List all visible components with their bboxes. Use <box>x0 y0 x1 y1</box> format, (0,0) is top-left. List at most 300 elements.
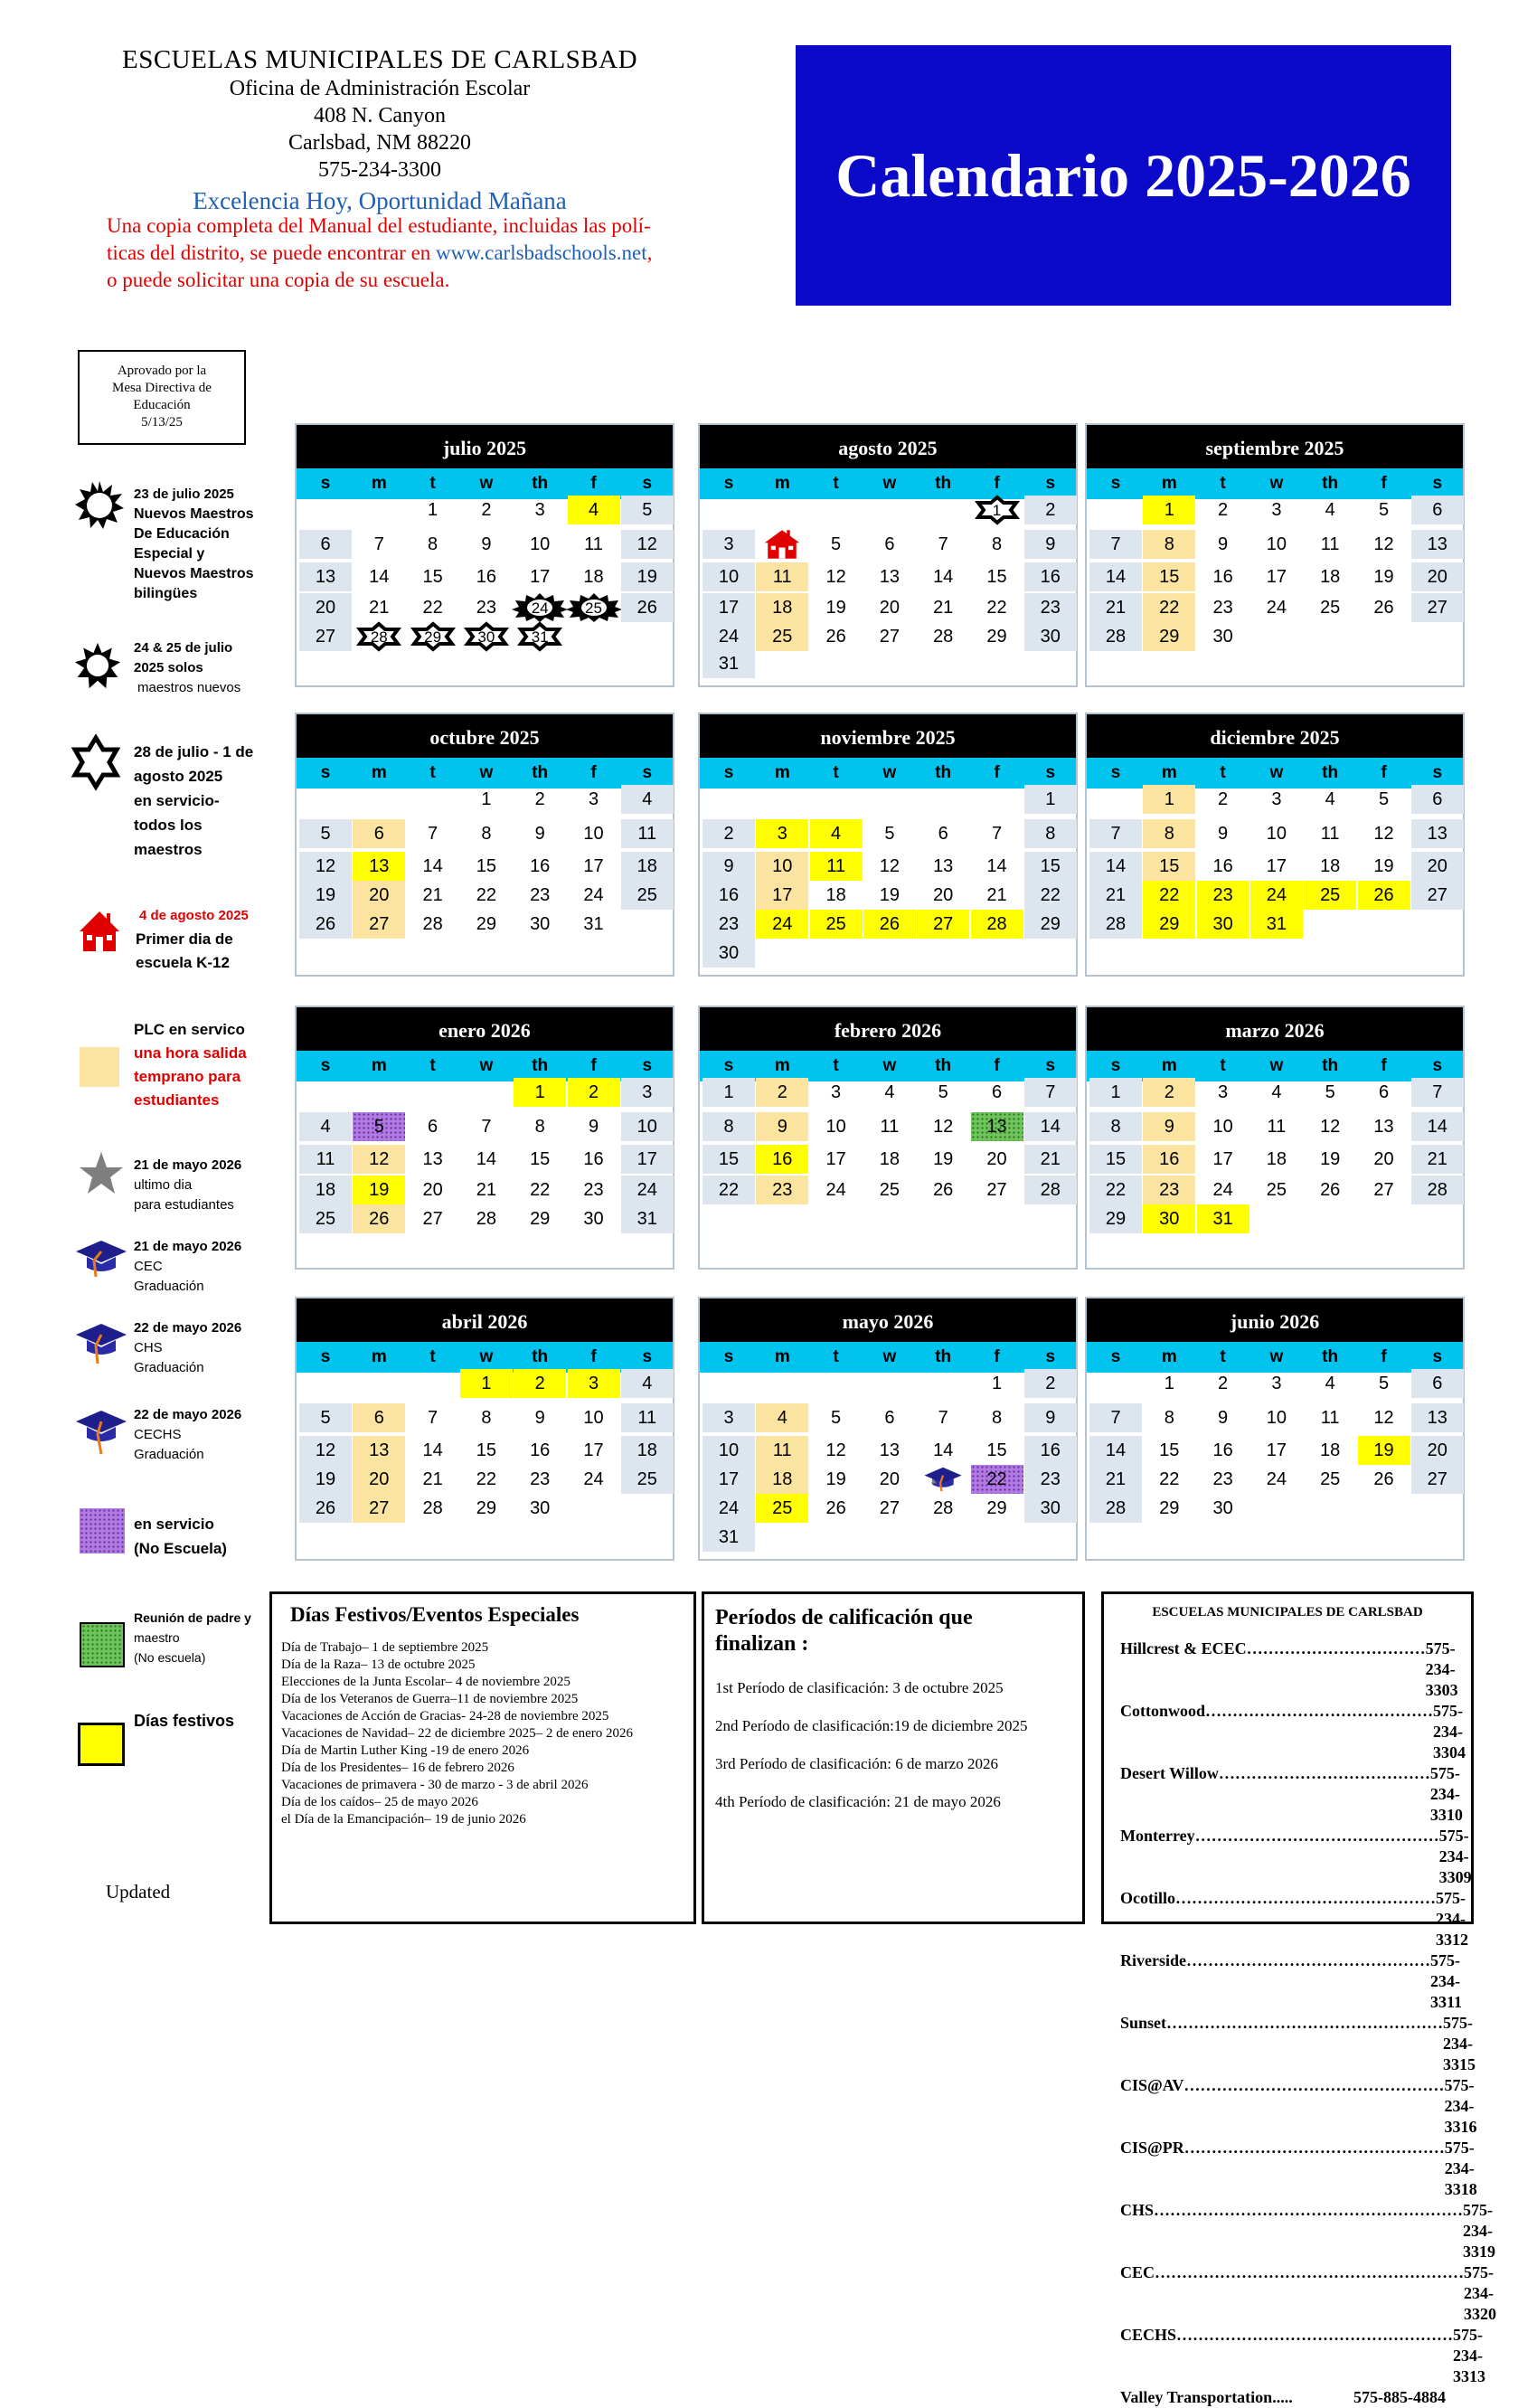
weekday-label: s <box>642 474 653 493</box>
grading-list <box>704 1679 1082 1811</box>
weekday-label: s <box>1432 474 1443 493</box>
notice-line-1: Una copia completa del Manual del estudiante, incluidas las polí- <box>107 214 651 237</box>
calendar-day: 19 <box>299 881 352 910</box>
calendar-day: 12 <box>353 1145 405 1174</box>
legend-text: en servicio- <box>134 792 220 809</box>
calendar-day: 2 <box>1218 789 1229 809</box>
calendar-day: 5 <box>1378 789 1390 809</box>
legend-inservice-no-school <box>134 1512 227 1561</box>
calendar-day: 11 <box>880 1117 900 1137</box>
calendar-day: 9 <box>1218 824 1229 844</box>
calendar-day: 11 <box>756 1436 808 1465</box>
legend-text: 22 de mayo 2026 <box>134 1320 242 1336</box>
month-name: marzo 2026 <box>1087 1007 1463 1053</box>
calendar-day: 7 <box>1089 530 1142 559</box>
school-row <box>1120 2387 1471 2408</box>
legend-text: Graduación <box>134 1447 204 1462</box>
calendar-day: 14 <box>422 856 443 876</box>
holiday-item: el Día de la Emancipación– 19 de junio 2026 <box>281 1812 526 1827</box>
school-house-icon <box>763 528 801 561</box>
calendar-day: 15 <box>476 1440 497 1460</box>
grading-title <box>715 1605 1082 1657</box>
weekday-label: m <box>371 1347 387 1366</box>
school-name: Desert Willow………………………………… <box>1120 1764 1430 1782</box>
calendar-day: 4 <box>1325 500 1335 520</box>
weekday-label: s <box>642 763 653 782</box>
calendar-day: 5 <box>884 824 895 844</box>
month-name: mayo 2026 <box>700 1298 1076 1344</box>
calendar-day: 18 <box>621 1436 674 1465</box>
calendar-day: 30 <box>460 622 513 651</box>
calendar-day: 17 <box>702 1465 755 1494</box>
weekday-header <box>297 1051 673 1081</box>
calendar-day: 2 <box>534 789 545 809</box>
calendar-day: 18 <box>1266 1149 1287 1169</box>
calendar-day: 3 <box>831 1082 842 1102</box>
legend-first-day <box>136 904 249 975</box>
calendar-day: 19 <box>1358 1436 1410 1465</box>
holidays-title: Días Festivos/Eventos Especiales <box>290 1603 580 1626</box>
calendar-day: 18 <box>1320 1440 1341 1460</box>
calendar-day: 7 <box>1089 819 1142 848</box>
school-name: CEC………………………………………………… <box>1120 2263 1465 2281</box>
weekday-label: m <box>774 1347 790 1366</box>
calendar-day: 26 <box>933 1180 954 1200</box>
graduation-cap-icon-cechs <box>74 1407 128 1458</box>
calendar-day: 21 <box>986 885 1007 905</box>
calendar-day: 3 <box>568 1369 620 1398</box>
school-name: Ocotillo………………………………………… <box>1120 1889 1436 1907</box>
calendar-day: 6 <box>428 1117 438 1137</box>
calendar-day: 20 <box>986 1149 1007 1169</box>
month-9 <box>1085 1006 1465 1270</box>
calendar-day: 1 <box>514 1078 566 1107</box>
calendar-day: 8 <box>1143 819 1195 848</box>
calendar-day: 23 <box>756 1176 808 1204</box>
calendar-day: 2 <box>568 1078 620 1107</box>
weekday-label: m <box>1161 763 1177 782</box>
calendar-day: 22 <box>986 598 1007 618</box>
calendar-day: 13 <box>971 1112 1023 1141</box>
calendar-day: 16 <box>583 1149 604 1169</box>
calendar-day: 22 <box>476 1469 497 1489</box>
calendar-day: 5 <box>1378 500 1390 520</box>
calendar-day: 20 <box>1373 1149 1394 1169</box>
school-name: CHS………………………………………………… <box>1120 2201 1464 2219</box>
calendar-day: 8 <box>1089 1112 1142 1141</box>
calendar-day: 27 <box>422 1209 443 1229</box>
legend-text: temprano para <box>134 1068 241 1085</box>
calendar-day: 23 <box>1024 1465 1077 1494</box>
calendar-day: 17 <box>1266 856 1287 876</box>
calendar-day: 4 <box>884 1082 895 1102</box>
calendar-day: 15 <box>1159 1440 1180 1460</box>
grading-period-item: 4th Período de clasificación: 21 de mayo 2026 <box>715 1793 1001 1810</box>
calendar-day: 23 <box>1024 593 1077 622</box>
weekday-label: th <box>1322 474 1339 493</box>
calendar-day: 16 <box>530 1440 551 1460</box>
calendar-day: 31 <box>702 1523 755 1552</box>
calendar-day: 11 <box>621 819 674 848</box>
calendar-day: 28 <box>1089 1494 1142 1523</box>
calendar-day: 26 <box>353 1204 405 1233</box>
calendar-day: 2 <box>1024 496 1077 524</box>
legend-inservice-all <box>134 740 253 862</box>
weekday-header <box>297 468 673 499</box>
district-website-link[interactable]: www.carlsbadschools.net <box>436 241 647 264</box>
calendar-day: 27 <box>353 910 405 939</box>
month-name: octubre 2025 <box>297 714 673 760</box>
weekday-label: f <box>1381 1056 1387 1075</box>
weekday-label: w <box>882 474 897 493</box>
weekday-label: f <box>1381 763 1387 782</box>
calendar-day <box>917 1465 969 1494</box>
calendar-day: 29 <box>476 1498 497 1518</box>
school-phone: 575-234-3319 <box>1463 2201 1496 2261</box>
school-house-icon <box>78 910 121 953</box>
calendar-day: 7 <box>1089 1403 1142 1432</box>
weekday-label: m <box>1161 1056 1177 1075</box>
calendar-day: 13 <box>422 1149 443 1169</box>
calendar-day: 15 <box>986 1440 1007 1460</box>
calendar-day: 21 <box>476 1180 497 1200</box>
calendar-day: 17 <box>756 881 808 910</box>
school-name: Riverside……………………………………… <box>1120 1951 1430 1969</box>
calendar-day: 20 <box>299 593 352 622</box>
calendar-day: 7 <box>1411 1078 1464 1107</box>
calendar-day: 7 <box>428 824 438 844</box>
weekday-label: s <box>1045 474 1056 493</box>
month-7 <box>295 1006 674 1270</box>
approval-date: 5/13/25 <box>141 415 183 430</box>
calendar-day: 5 <box>1378 1374 1390 1393</box>
legend-text: 4 de agosto 2025 <box>139 908 249 923</box>
calendar-day: 13 <box>1411 819 1464 848</box>
calendar-day: 20 <box>422 1180 443 1200</box>
calendar-day: 27 <box>1411 593 1464 622</box>
weekday-label: s <box>723 1347 734 1366</box>
calendar-day: 3 <box>702 530 755 559</box>
month-12 <box>1085 1297 1465 1561</box>
calendar-day: 31 <box>514 622 566 651</box>
calendar-day: 30 <box>1143 1204 1195 1233</box>
holiday-item: Día de los Presidentes– 16 de febrero 2026 <box>281 1761 514 1775</box>
district-phone: 575-234-3300 <box>318 158 441 182</box>
calendar-day: 16 <box>702 881 755 910</box>
calendar-day: 13 <box>353 1436 405 1465</box>
month-name: enero 2026 <box>297 1007 673 1053</box>
calendar-day: 23 <box>1197 881 1249 910</box>
calendar-day: 3 <box>588 789 599 809</box>
calendar-day: 29 <box>986 627 1007 647</box>
holiday-item: Día de Martin Luther King -19 de enero 2026 <box>281 1743 530 1758</box>
legend-new-only <box>134 638 240 698</box>
calendar-day: 13 <box>879 567 901 587</box>
calendar-day: 30 <box>1212 1498 1233 1518</box>
calendar-day: 18 <box>621 852 674 881</box>
school-name: CECHS…………………………………………… <box>1120 2326 1454 2344</box>
legend-text: 28 de julio - 1 de <box>134 743 254 760</box>
calendar-day: 29 <box>476 914 497 934</box>
calendar-day: 25 <box>1320 598 1341 618</box>
calendar-day: 17 <box>825 1149 846 1169</box>
calendar-day: 15 <box>1089 1145 1142 1174</box>
calendar-day: 14 <box>933 1440 954 1460</box>
legend-text: CECHS <box>134 1427 182 1442</box>
weekday-label: s <box>1045 1347 1056 1366</box>
calendar-day: 24 <box>1212 1180 1233 1200</box>
weekday-label: m <box>371 474 387 493</box>
calendar-day: 29 <box>986 1498 1007 1518</box>
calendar-day: 13 <box>879 1440 901 1460</box>
calendar-day: 15 <box>1024 852 1077 881</box>
starburst-icon-new-teachers <box>74 479 125 530</box>
calendar-day: 22 <box>971 1465 1023 1494</box>
calendar-day: 16 <box>530 856 551 876</box>
calendar-day: 17 <box>621 1145 674 1174</box>
handbook-notice <box>107 212 776 294</box>
calendar-day: 19 <box>1373 856 1394 876</box>
calendar-day: 24 <box>702 622 755 651</box>
calendar-day: 26 <box>299 910 352 939</box>
approval-line-3: Educación <box>133 398 191 412</box>
calendar-day: 24 <box>583 885 604 905</box>
notice-line-3: o puede solicitar una copia de su escuela. <box>107 269 450 291</box>
holiday-item: Vacaciones de primavera - 30 de marzo - 3 de abril 2026 <box>281 1778 589 1792</box>
calendar-day: 8 <box>534 1117 545 1137</box>
graduation-cap-icon-chs <box>74 1320 128 1369</box>
calendar-day: 11 <box>1320 534 1340 554</box>
holiday-item: Vacaciones de Acción de Gracias- 24-28 de noviembre 2025 <box>281 1709 609 1723</box>
calendar-day: 3 <box>1271 1374 1282 1393</box>
calendar-day: 27 <box>879 1498 901 1518</box>
calendar-day: 31 <box>702 649 755 678</box>
school-row <box>1120 1950 1471 2013</box>
calendar-day: 28 <box>1089 910 1142 939</box>
calendar-day: 28 <box>422 914 443 934</box>
calendar-title: Calendario 2025-2026 <box>835 140 1411 210</box>
calendar-day: 23 <box>1212 1469 1233 1489</box>
school-name: Monterrey……………………………………… <box>1120 1827 1439 1845</box>
calendar-day: 31 <box>583 914 604 934</box>
schools-directory-box <box>1101 1591 1497 2406</box>
calendar-day: 25 <box>621 881 674 910</box>
weekday-header <box>1087 1342 1463 1373</box>
weekday-label: s <box>723 1056 734 1075</box>
calendar-day: 1 <box>991 1374 1003 1393</box>
calendar-day: 25 <box>621 1465 674 1494</box>
calendar-day: 28 <box>1089 622 1142 651</box>
month-name: noviembre 2025 <box>700 714 1076 760</box>
calendar-day: 23 <box>1143 1176 1195 1204</box>
calendar-day: 20 <box>1411 562 1464 591</box>
calendar-day: 16 <box>476 567 497 587</box>
calendar-day: 15 <box>422 567 443 587</box>
legend-text: Primer dia de <box>136 930 233 948</box>
calendar-day: 5 <box>831 1408 842 1428</box>
calendar-day: 14 <box>476 1149 497 1169</box>
weekday-label: s <box>1110 474 1121 493</box>
calendar-day: 26 <box>621 593 674 622</box>
calendar-day: 21 <box>1411 1145 1464 1174</box>
calendar-day: 14 <box>933 567 954 587</box>
weekday-label: m <box>774 474 790 493</box>
legend-text: maestro <box>134 1630 180 1645</box>
grading-title-line-1: Períodos de calificación que <box>715 1606 973 1629</box>
legend-ptc <box>134 1608 251 1667</box>
weekday-label: s <box>1045 1056 1056 1075</box>
grading-period-item: 1st Período de clasificación: 3 de octubre 2025 <box>715 1679 1004 1696</box>
calendar-day: 24 <box>825 1180 846 1200</box>
calendar-day: 21 <box>369 598 390 618</box>
calendar-day: 19 <box>1320 1149 1341 1169</box>
calendar-day: 21 <box>1024 1145 1077 1174</box>
calendar-day: 11 <box>1320 1408 1340 1428</box>
calendar-day: 5 <box>299 819 352 848</box>
legend-text: 24 & 25 de julio <box>134 640 233 656</box>
weekday-label: s <box>642 1347 653 1366</box>
calendar-day: 23 <box>583 1180 604 1200</box>
district-motto: Excelencia Hoy, Oportunidad Mañana <box>193 187 567 214</box>
school-phone: 575-234-3303 <box>1425 1639 1458 1699</box>
month-11 <box>698 1297 1078 1561</box>
calendar-day: 4 <box>1325 1374 1335 1393</box>
weekday-label: f <box>1381 1347 1387 1366</box>
calendar-day: 9 <box>1218 534 1229 554</box>
calendar-day: 26 <box>863 910 916 939</box>
calendar-day: 6 <box>353 819 405 848</box>
calendar-day: 21 <box>933 598 954 618</box>
weekday-label: w <box>1269 763 1284 782</box>
calendar-day: 13 <box>299 562 352 591</box>
calendar-day: 31 <box>1197 1204 1249 1233</box>
calendar-day: 20 <box>879 598 901 618</box>
school-phone: 575-234-3311 <box>1429 1951 1462 2011</box>
school-row <box>1120 1888 1471 1950</box>
calendar-day: 17 <box>530 567 551 587</box>
calendar-day: 16 <box>756 1145 808 1174</box>
calendar-day: 31 <box>621 1204 674 1233</box>
office-name: Oficina de Administración Escolar <box>229 77 531 100</box>
school-row <box>1120 2200 1496 2262</box>
calendar-day: 4 <box>1325 789 1335 809</box>
calendar-day: 4 <box>621 785 674 814</box>
schools-list <box>1104 1638 1497 2408</box>
calendar-day: 7 <box>938 534 948 554</box>
calendar-day: 19 <box>621 562 674 591</box>
calendar-day: 30 <box>530 914 551 934</box>
calendar-day: 6 <box>1411 496 1464 524</box>
calendar-day: 19 <box>933 1149 954 1169</box>
calendar-day: 19 <box>299 1465 352 1494</box>
legend-text: De Educación <box>134 526 230 542</box>
calendar-day: 22 <box>1024 881 1077 910</box>
calendar-day: 10 <box>583 1408 604 1428</box>
calendar-day: 25 <box>756 1494 808 1523</box>
weekday-label: s <box>1110 1347 1121 1366</box>
graduation-cap-icon-cec <box>74 1237 128 1282</box>
school-row <box>1120 2325 1486 2387</box>
school-phone: 575-234-3318 <box>1444 2139 1477 2198</box>
calendar-day: 17 <box>1266 1440 1287 1460</box>
calendar-day: 16 <box>1212 856 1233 876</box>
weekday-label: t <box>833 763 839 782</box>
calendar-day: 28 <box>422 1498 443 1518</box>
weekday-label: t <box>429 763 436 782</box>
holiday-item: Día de los Veteranos de Guerra–11 de noviembre 2025 <box>281 1692 579 1706</box>
calendar-day: 18 <box>756 1465 808 1494</box>
calendar-day: 8 <box>481 1408 492 1428</box>
calendar-day: 10 <box>1212 1117 1233 1137</box>
calendar-day: 8 <box>481 824 492 844</box>
calendar-day: 21 <box>422 885 443 905</box>
calendar-day: 2 <box>1143 1078 1195 1107</box>
calendar-day: 4 <box>568 496 620 524</box>
legend-text: (No Escuela) <box>134 1540 227 1557</box>
calendar-day: 23 <box>530 885 551 905</box>
weekday-label: w <box>882 1347 897 1366</box>
calendar-day: 26 <box>1358 881 1410 910</box>
calendar-day: 24 <box>583 1469 604 1489</box>
holiday-item: Vacaciones de Navidad– 22 de diciembre 2025– 2 de enero 2026 <box>281 1726 634 1741</box>
weekday-label: t <box>1220 763 1226 782</box>
city-address: Carlsbad, NM 88220 <box>288 131 471 155</box>
school-row <box>1120 2075 1477 2138</box>
legend-text: Nuevos Maestros <box>134 566 254 581</box>
calendar-day: 26 <box>1320 1180 1341 1200</box>
legend-text: en servicio <box>134 1516 214 1533</box>
calendar-day: 24 <box>514 593 566 622</box>
calendar-day: 13 <box>1411 1403 1464 1432</box>
weekday-label: m <box>774 763 790 782</box>
calendar-day: 16 <box>1143 1145 1195 1174</box>
calendar-day: 7 <box>373 534 384 554</box>
legend-last-day <box>134 1156 241 1215</box>
month-6 <box>1085 713 1465 977</box>
grading-period-item: 3rd Período de clasificación: 6 de marzo 2026 <box>715 1755 998 1772</box>
month-name: julio 2025 <box>297 425 673 470</box>
calendar-day: 10 <box>702 562 755 591</box>
weekday-header <box>297 758 673 789</box>
calendar-day: 3 <box>1218 1082 1229 1102</box>
calendar-day: 8 <box>1164 1408 1174 1428</box>
legend-text: 21 de mayo 2026 <box>134 1157 242 1173</box>
calendar-day: 7 <box>481 1117 492 1137</box>
holidays-box <box>269 1591 696 1924</box>
weekday-header <box>297 1342 673 1373</box>
grading-title-line-2: finalizan : <box>715 1632 809 1656</box>
calendar-day: 30 <box>1024 1494 1077 1523</box>
calendar-day: 17 <box>583 1440 604 1460</box>
calendar-day: 14 <box>1089 852 1142 881</box>
holiday-swatch <box>78 1723 125 1766</box>
month-name: diciembre 2025 <box>1087 714 1463 760</box>
school-phone: 575-234-3312 <box>1436 1889 1468 1949</box>
calendar-day: 11 <box>810 852 863 881</box>
calendar-day: 12 <box>1320 1117 1341 1137</box>
calendar-day: 20 <box>353 1465 405 1494</box>
calendar-day: 22 <box>1143 593 1195 622</box>
calendar-day: 30 <box>583 1209 604 1229</box>
calendar-day: 2 <box>756 1078 808 1107</box>
calendar-day: 22 <box>702 1176 755 1204</box>
calendar-day: 1 <box>481 789 492 809</box>
weekday-label: t <box>429 1056 436 1075</box>
calendar-day: 7 <box>428 1408 438 1428</box>
calendar-day: 7 <box>991 824 1003 844</box>
weekday-label: m <box>1161 474 1177 493</box>
weekday-label: m <box>371 1056 387 1075</box>
